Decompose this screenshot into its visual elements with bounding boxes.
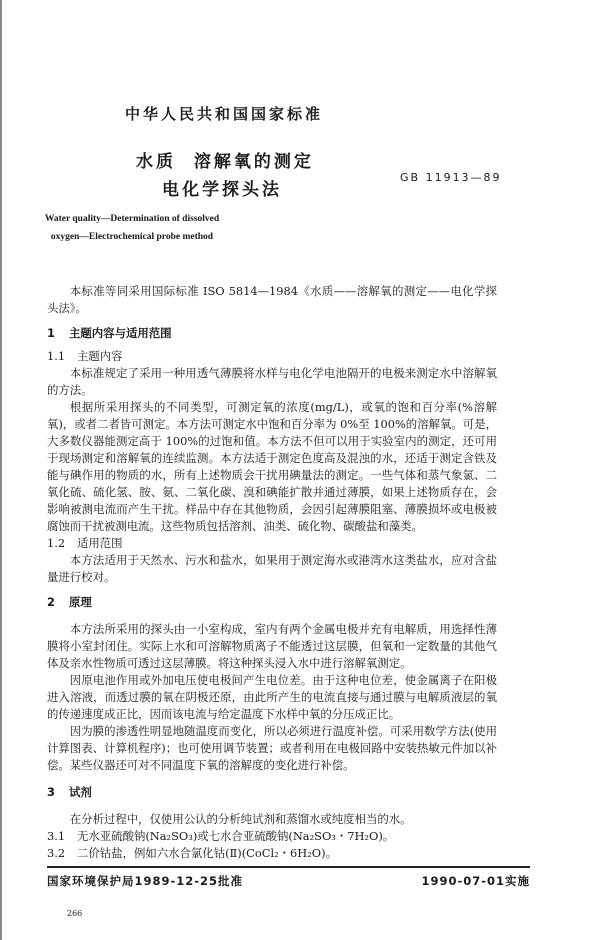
- subsection-heading: [47, 845, 497, 862]
- section-title: 二价钴盐，例如六水合氯化钴(Ⅱ)(CoCl₂・6H₂O)。: [77, 846, 337, 860]
- section-heading: [47, 784, 497, 801]
- english-title-1: Water quality—Determination of dissolved: [44, 214, 220, 224]
- footer-divider: [47, 866, 530, 868]
- section-title: 原理: [69, 595, 92, 609]
- section-number: 2: [47, 595, 55, 609]
- standard-code: GB 11913—89: [400, 171, 502, 184]
- section-number: 1.2: [47, 536, 66, 550]
- section-number: 1: [47, 326, 55, 340]
- section-number: 1.1: [47, 349, 66, 363]
- paragraph: 本方法适用于天然水、污水和盐水，如果用于测定海水或港湾水这类盐水，应对含盐量进行校对。: [47, 553, 497, 584]
- section-title: 适用范围: [77, 536, 123, 550]
- paragraph: 因为膜的渗透性明显地随温度而变化，所以必须进行温度补偿。可采用数学方法(使用计算图表、计算机程序)；也可使用调节装置；或者利用在电极回路中安装热敏元件加以补偿。某些仪器还可对不同温度下氧的溶解度的变化进行补偿。: [47, 724, 497, 772]
- paragraph: 本标准规定了采用一种用透气薄膜将水样与电化学电池隔开的电极来测定水中溶解氧的方法。: [47, 366, 497, 397]
- footer-row: [47, 873, 530, 890]
- section-title: 试剂: [69, 785, 92, 799]
- subsection-heading: [47, 535, 497, 552]
- section-title: 主题内容与适用范围: [69, 326, 172, 340]
- paragraph: 根据所采用探头的不同类型，可测定氧的浓度(mg/L)，或氧的饱和百分率(%溶解氧)，或者二者皆可测定。本方法可测定水中饱和百分率为 0%至 100%的溶解氧。可是，大多数仪器能测定高于 100%的过饱和值。本方法不但可以用于实验室内的测定，还可用于现场测定和溶解氧的连续监测。本方法适于测定色度高及混浊的水，还适于测定含铁及能与碘作用的物质的水，所有上述物质会干扰用碘量法的测定。一些气体和蒸气象氯、二氧化硫、硫化氢、胺、氨、二氧化碳、溴和碘能扩散并通过薄膜，如果上述物质存在，会影响被测电流而产生干扰。样品中存在其他物质，会因引起薄膜阻塞、薄膜损坏或电极被腐蚀而干扰被测电流。这些物质包括溶剂、油类、硫化物、碳酸盐和藻类。: [47, 400, 497, 533]
- effective-date: 1990-07-01实施: [421, 874, 530, 888]
- page-number: 266: [67, 909, 83, 918]
- section-number: 3.2: [47, 846, 66, 860]
- paragraph: 因原电池作用或外加电压使电极间产生电位差。由于这种电位差，使金属离子在阳极进入溶液，而透过膜的氧在阴极还原，由此所产生的电流直接与通过膜与电解质液层的氧的传递速度成正比，因而该电流与给定温度下水样中氧的分压成正比。: [47, 673, 497, 721]
- subsection-heading: [47, 348, 497, 365]
- section-number: 3.1: [47, 829, 66, 843]
- paragraph: 在分析过程中，仅使用公认的分析纯试剂和蒸馏水或纯度相当的水。: [69, 812, 412, 826]
- title-line-1: 水质 溶解氧的测定: [136, 152, 314, 172]
- section-title: 主题内容: [77, 349, 123, 363]
- section-heading: [47, 594, 497, 611]
- title-line-2: 电化学探头法: [162, 180, 282, 200]
- standard-name: 中华人民共和国国家标准: [125, 105, 324, 123]
- section-title: 无水亚硫酸钠(Na₂SO₃)或七水合亚硫酸钠(Na₂SO₃・7H₂O)。: [77, 829, 395, 843]
- paragraph: 本方法所采用的探头由一小室构成，室内有两个金属电极并充有电解质，用选择性薄膜将小室封闭住。实际上水和可溶解物质离子不能透过这层膜，但氧和一定数量的其他气体及亲水性物质可透过这层薄膜。将这种探头浸入水中进行溶解氧测定。: [47, 622, 497, 670]
- english-title-2: oxygen—Electrochemical probe method: [50, 232, 214, 242]
- section-number: 3: [47, 785, 55, 799]
- section-heading: [47, 325, 497, 342]
- document-body: [47, 283, 497, 862]
- intro-paragraph: 本标准等同采用国际标准 ISO 5814—1984《水质——溶解氧的测定——电化学探头法》。: [47, 284, 497, 315]
- approval-date: 国家环境保护局1989-12-25批准: [47, 874, 244, 888]
- subsection-heading: [47, 828, 497, 845]
